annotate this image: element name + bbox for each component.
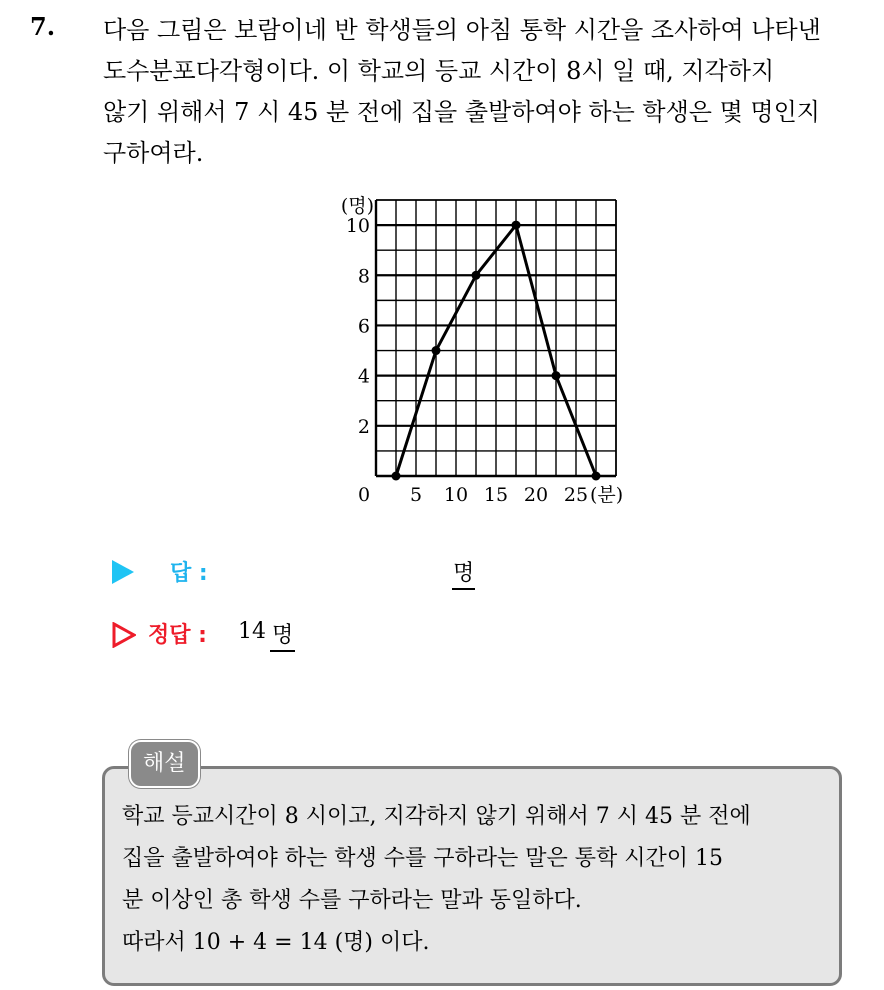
play-triangle-icon (112, 560, 134, 584)
data-point (432, 346, 441, 355)
correct-answer-value: 14 (238, 619, 266, 644)
correct-answer-row (112, 618, 412, 654)
y-tick-label: 10 (345, 215, 370, 238)
solution-line: 분 이상인 총 학생 수를 구하라는 말과 동일하다. (122, 888, 582, 913)
solution-tab: 해설 (129, 740, 200, 788)
x-tick-label: 5 (409, 484, 423, 506)
x-tick-label: 15 (483, 484, 509, 506)
y-tick-label: 6 (357, 315, 370, 338)
x-tick-label: 0 (357, 484, 371, 506)
question-line: 구하여라. (103, 139, 204, 167)
answer-label: 답 : (170, 561, 208, 586)
y-tick-label: 2 (357, 415, 370, 438)
correct-answer-unit: 명 (270, 618, 295, 652)
x-axis-unit-label: (분) (590, 484, 624, 506)
x-tick-label: 10 (443, 484, 469, 506)
question-text (103, 10, 863, 174)
frequency-polygon-chart (320, 185, 650, 515)
data-point (552, 371, 561, 380)
solution-line: 따라서 10 + 4 = 14 (명) 이다. (122, 930, 430, 955)
data-point (392, 472, 401, 481)
solution-line: 학교 등교시간이 8 시이고, 지각하지 않기 위해서 7 시 45 분 전에 (122, 804, 751, 829)
x-tick-label: 25 (563, 484, 589, 506)
solution-line: 집을 출발하여야 하는 학생 수를 구하라는 말은 통학 시간이 15 (122, 846, 723, 871)
question-line: 않기 위해서 7 시 45 분 전에 집을 출발하여야 하는 학생은 몇 명인지 (103, 98, 820, 126)
solution-text (122, 796, 834, 964)
data-point (472, 271, 481, 280)
answer-unit: 명 (452, 556, 475, 590)
question-line: 도수분포다각형이다. 이 학교의 등교 시간이 8시 일 때, 지각하지 (103, 57, 775, 85)
y-axis-unit-label: (명) (340, 195, 374, 217)
y-tick-label: 8 (357, 265, 370, 288)
correct-answer-label: 정답 : (148, 623, 207, 648)
question-line: 다음 그림은 보람이네 반 학생들의 아침 통학 시간을 조사하여 나타낸 (103, 16, 821, 44)
data-point (592, 472, 601, 481)
x-tick-label: 20 (523, 484, 549, 506)
outline-triangle-icon (112, 622, 136, 648)
data-point (512, 221, 521, 230)
answer-row (112, 556, 532, 590)
y-tick-label: 4 (357, 365, 370, 388)
question-number: 7. (30, 12, 56, 41)
